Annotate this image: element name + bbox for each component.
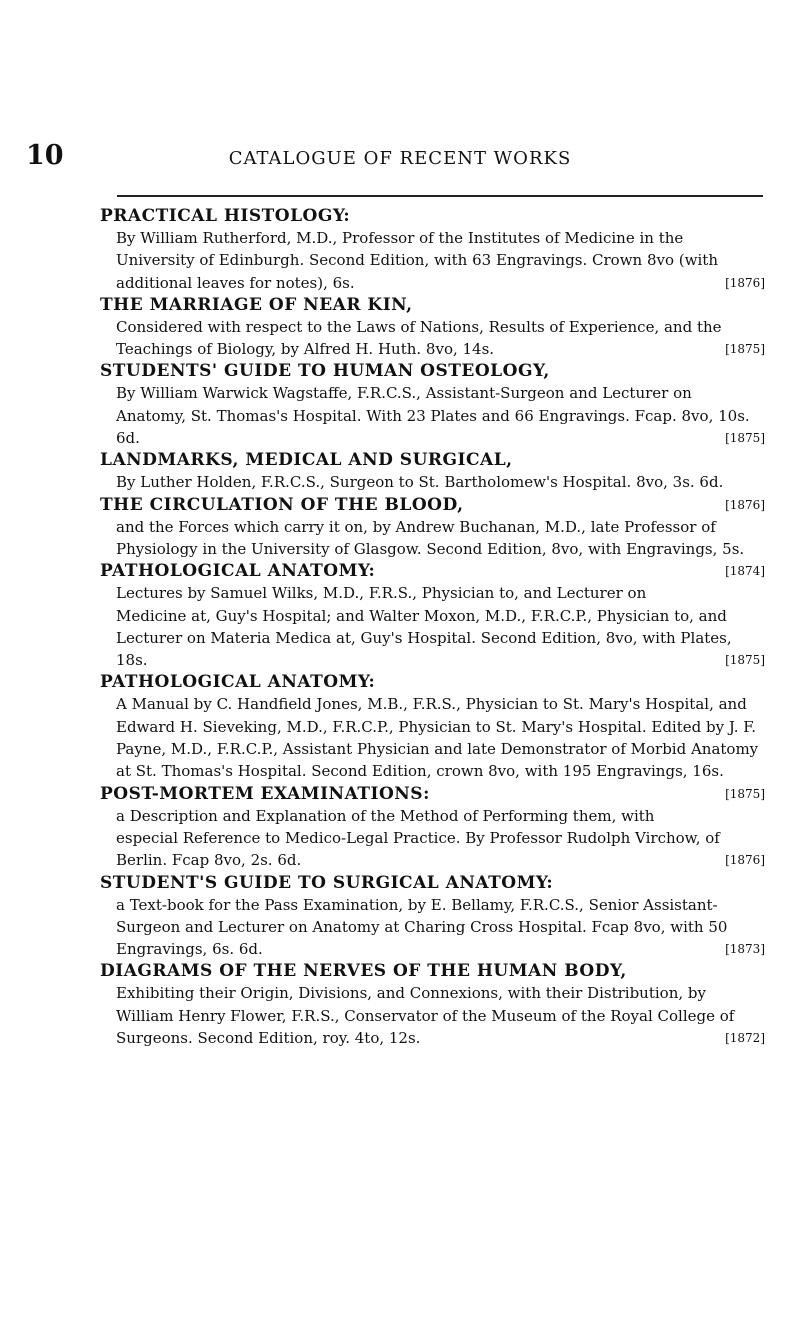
entry-title: PATHOLOGICAL ANATOMY: bbox=[100, 672, 376, 693]
entry-body-text: By Luther Holden, F.R.C.S., Surgeon to St. Bartholomew's Hospital. 8vo, 3s. 6d. bbox=[116, 473, 724, 492]
entry-title: STUDENT'S GUIDE TO SURGICAL ANATOMY: bbox=[100, 872, 554, 893]
entry-body-text: a Text-book for the Pass Examination, by E. Bellamy, F.R.C.S., Senior Assistant-Surgeon and Lecturer on Anatomy at Charing Cross Hospital. Fcap 8vo, with 50 Engravings, 6s. 6d. bbox=[116, 895, 728, 959]
entry-title: THE CIRCULATION OF THE BLOOD, bbox=[100, 494, 464, 515]
catalogue-entry bbox=[100, 872, 765, 961]
entry-year: [1875] bbox=[725, 431, 765, 446]
entry-description bbox=[100, 582, 765, 671]
page-header bbox=[0, 140, 800, 180]
catalogue-entry bbox=[100, 360, 765, 449]
entry-description bbox=[100, 316, 765, 361]
entry-year: [1875] bbox=[725, 786, 765, 801]
page-number: 10 bbox=[26, 140, 64, 171]
entry-title: LANDMARKS, MEDICAL AND SURGICAL, bbox=[100, 450, 513, 471]
entry-year: [1873] bbox=[725, 942, 765, 957]
entry-title: THE MARRIAGE OF NEAR KIN, bbox=[100, 294, 413, 315]
entry-description bbox=[100, 227, 765, 294]
entry-title: DIAGRAMS OF THE NERVES OF THE HUMAN BODY, bbox=[100, 961, 627, 982]
entry-description bbox=[100, 805, 765, 872]
entry-title: PATHOLOGICAL ANATOMY: bbox=[100, 561, 376, 582]
entry-year: [1876] bbox=[725, 275, 765, 290]
entry-body-text: and the Forces which carry it on, by Andrew Buchanan, M.D., late Professor of Physiology in the University of Glasgow. Second Edition, 8vo, with Engravings, 5s. bbox=[116, 517, 745, 558]
entry-year: [1875] bbox=[725, 342, 765, 357]
entry-title: STUDENTS' GUIDE TO HUMAN OSTEOLOGY, bbox=[100, 361, 550, 382]
running-head: CATALOGUE OF RECENT WORKS bbox=[228, 148, 572, 169]
entry-year: [1874] bbox=[725, 564, 765, 579]
entry-body-text: Considered with respect to the Laws of Nations, Results of Experience, and the Teachings of Biology, by Alfred H. Huth. 8vo, 14s. bbox=[116, 317, 722, 359]
catalogue-entry bbox=[100, 960, 765, 1049]
catalogue-entry bbox=[100, 205, 765, 294]
entry-list bbox=[100, 205, 765, 1049]
entry-year: [1875] bbox=[725, 653, 765, 668]
catalogue-entry bbox=[100, 560, 765, 671]
entry-title: PRACTICAL HISTOLOGY: bbox=[100, 206, 351, 226]
entry-body-text: Exhibiting their Origin, Divisions, and Connexions, with their Distribution, by William Henry Flower, F.R.S., Conservator of the Museum of the Royal College of Surgeons. Second Edition, roy. 4to, 12s. bbox=[116, 984, 735, 1048]
entry-title: POST-MORTEM EXAMINATIONS: bbox=[100, 783, 430, 804]
entry-body-text: By William Warwick Wagstaffe, F.R.C.S., Assistant-Surgeon and Lecturer on Anatomy, St. Thomas's Hospital. With 23 Plates and 66 Engravings. Fcap. 8vo, 10s. 6d. bbox=[116, 384, 750, 448]
header-rule bbox=[117, 195, 763, 197]
entry-description bbox=[100, 382, 765, 449]
entry-body-text: a Description and Explanation of the Method of Performing them, with especial Reference to Medico-Legal Practice. By Professor Rudolph Virchow, of Berlin. Fcap 8vo, 2s. 6d. bbox=[116, 806, 720, 870]
entry-year: [1872] bbox=[725, 1031, 765, 1046]
entry-year: [1876] bbox=[725, 853, 765, 868]
entry-description bbox=[100, 982, 765, 1049]
entry-description bbox=[100, 894, 765, 961]
entry-body-text: By William Rutherford, M.D., Professor of the Institutes of Medicine in the University of Edinburgh. Second Edition, with 63 Engravings. Crown 8vo (with additional leaves for notes), 6s. bbox=[116, 229, 718, 292]
entry-body-text: A Manual by C. Handfield Jones, M.B., F.R.S., Physician to St. Mary's Hospital, and Edward H. Sieveking, M.D., F.R.C.P., Physician to St. Mary's Hospital. Edited by J. F. Payne, M.D., F.R.C.P., Assistant Physician and late Demonstrator of Morbid Anatomy at St. Thomas's Hospital. Second Edition, crown 8vo, with 195 Engravings, 16s. bbox=[116, 695, 759, 781]
entry-body-text: Lectures by Samuel Wilks, M.D., F.R.S., Physician to, and Lecturer on Medicine at, Guy's Hospital; and Walter Moxon, M.D., F.R.C.P., Physician to, and Lecturer on Materia Medica at, Guy's Hospital. Second Edition, 8vo, with Plates, 18s. bbox=[116, 584, 732, 670]
entry-year: [1876] bbox=[725, 497, 765, 512]
catalogue-entry bbox=[100, 294, 765, 361]
catalogue-entry bbox=[100, 783, 765, 872]
